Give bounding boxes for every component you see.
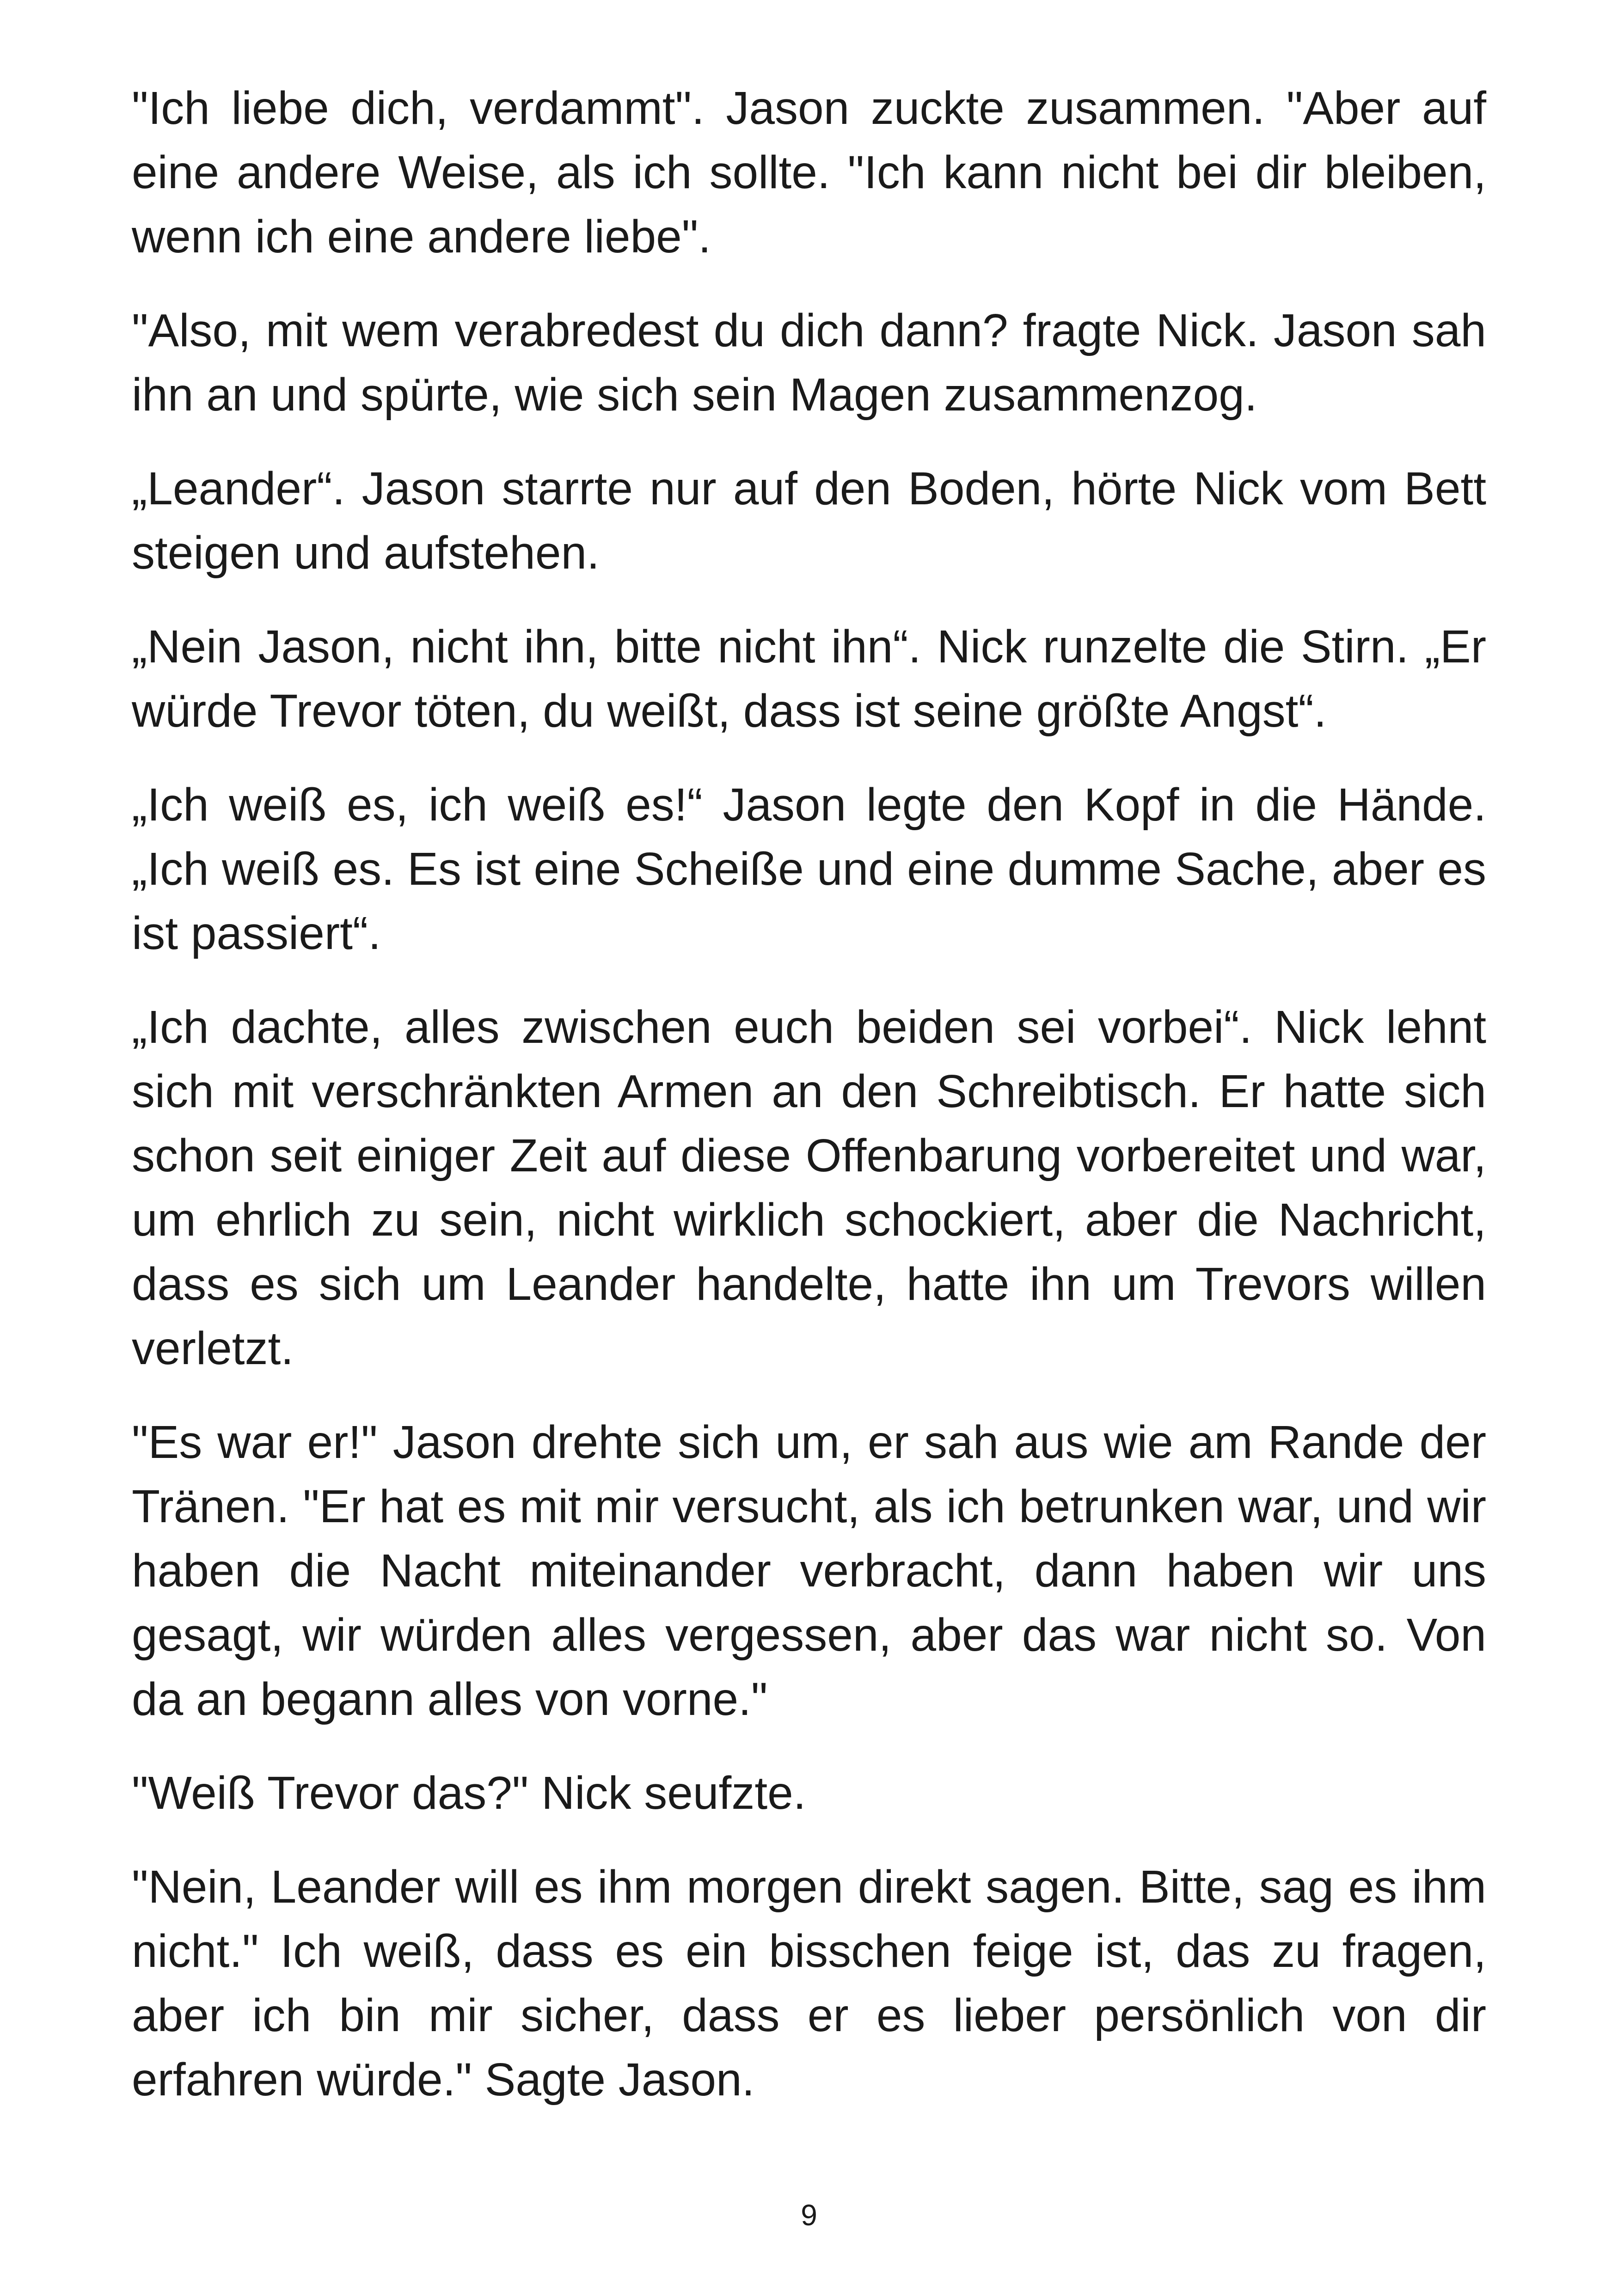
paragraph: "Es war er!" Jason drehte sich um, er sah aus wie am Rande der Tränen. "Er hat es mit mir versucht, als ich betrunken war, und wir haben die Nacht miteinander verbracht, dann haben wir uns gesagt, wir würden alles vergessen, aber das war nicht so. Von da an begann alles von vorne." [132,1416,1486,1725]
paragraph: „Ich dachte, alles zwischen euch beiden sei vorbei“. Nick lehnt sich mit verschränkten Armen an den Schreibtisch. Er hatte sich schon seit einiger Zeit auf diese Offenbarung vorbereitet und war, um ehrlich zu sein, nicht wirklich schockiert, aber die Nachricht, dass es sich um Leander handelte, hatte ihn um Trevors willen verletzt. [132,1001,1486,1374]
paragraph: "Nein, Leander will es ihm morgen direkt sagen. Bitte, sag es ihm nicht." Ich weiß, dass es ein bisschen feige ist, das zu fragen, aber ich bin mir sicher, dass er es lieber persönlich von dir erfahren würde." Sagte Jason. [132,1861,1486,2106]
page-number: 9 [801,2198,817,2232]
paragraph: „Ich weiß es, ich weiß es!“ Jason legte den Kopf in die Hände. „Ich weiß es. Es ist eine Scheiße und eine dumme Sache, aber es ist passiert“. [132,779,1486,959]
paragraph: "Ich liebe dich, verdammt". Jason zuckte zusammen. "Aber auf eine andere Weise, als ich sollte. "Ich kann nicht bei dir bleiben, wenn ich eine andere liebe". [132,82,1486,263]
paragraph: „Leander“. Jason starrte nur auf den Boden, hörte Nick vom Bett steigen und aufstehen. [132,463,1486,579]
body-text [132,76,1486,2142]
paragraph: "Also, mit wem verabredest du dich dann? fragte Nick. Jason sah ihn an und spürte, wie sich sein Magen zusammenzog. [132,305,1486,421]
paragraph: „Nein Jason, nicht ihn, bitte nicht ihn“. Nick runzelte die Stirn. „Er würde Trevor töten, du weißt, dass ist seine größte Angst“. [132,621,1486,737]
paragraph: "Weiß Trevor das?" Nick seufzte. [132,1767,806,1819]
